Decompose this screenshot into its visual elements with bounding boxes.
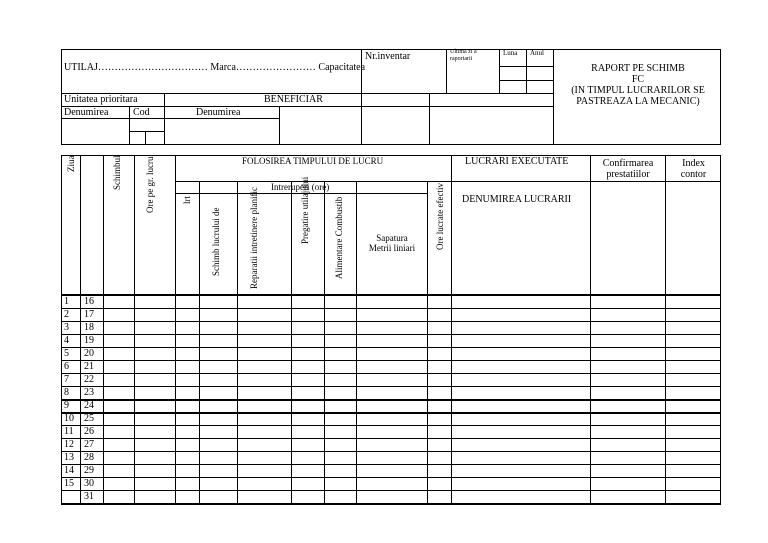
main-table-frame (61, 155, 721, 505)
nr-inventar-label: Nr.inventar (365, 51, 411, 62)
divider (499, 80, 553, 81)
confirmarea-line-2: prestatiilor (606, 169, 650, 180)
sapatura-header (357, 234, 427, 254)
divider (279, 106, 280, 145)
day-number: 24 (84, 400, 94, 411)
day-number: 21 (84, 361, 94, 372)
divider (446, 49, 447, 93)
col-line (324, 181, 325, 505)
row-line (61, 386, 721, 387)
day-number: 3 (64, 322, 69, 333)
day-number: 10 (64, 413, 74, 424)
lucrari-executate-header: LUCRARI EXECUTATE (465, 156, 569, 167)
row-line (61, 308, 721, 309)
row-line (61, 360, 721, 361)
title-line-1: RAPORT PE SCHIMB (591, 63, 685, 74)
day-number: 26 (84, 426, 94, 437)
schimbul-header: Schimbul (112, 155, 122, 190)
row-line (61, 477, 721, 478)
day-number: 16 (84, 296, 94, 307)
schimb-header: Schimb lucrului de (211, 207, 221, 276)
row-line (61, 451, 721, 452)
day-number: 8 (64, 387, 69, 398)
col-line (175, 155, 176, 505)
index-line-2: contor (680, 169, 707, 180)
unitatea-label: Unitatea prioritara (64, 94, 138, 105)
lrt-header: lrt (182, 196, 192, 204)
row-line (61, 503, 721, 504)
col-line (103, 155, 104, 505)
folosirea-header: FOLOSIREA TIMPULUI DE LUCRU (242, 156, 384, 166)
divider (129, 106, 130, 145)
day-number: 29 (84, 465, 94, 476)
confirmarea-header (591, 158, 665, 180)
row-line (61, 425, 721, 426)
day-number: 7 (64, 374, 69, 385)
col-line (134, 155, 135, 505)
col-line (451, 155, 452, 505)
divider (145, 131, 146, 145)
day-number: 18 (84, 322, 94, 333)
denumirea-lucrarii-header: DENUMIREA LUCRARII (462, 194, 572, 205)
day-number: 30 (84, 478, 94, 489)
row-line (61, 464, 721, 465)
header-bottom-line (61, 294, 721, 296)
day-number: 22 (84, 374, 94, 385)
index-contor-header (666, 158, 721, 180)
reparatii-header: Reparatii intretinere planific (249, 187, 259, 289)
row-line (61, 412, 721, 414)
title-line-2: FC (631, 74, 645, 85)
utilaj-line: UTILAJ…………………………… Marca…………………… Capacitatea (64, 62, 366, 73)
col-line (291, 181, 292, 505)
day-number: 28 (84, 452, 94, 463)
intreruperi-header: Intreruperi (ore) (271, 182, 330, 192)
row-line (61, 334, 721, 335)
title-line-3: (IN TIMPUL LUCRARILOR SE (571, 85, 705, 96)
col-line (199, 181, 200, 505)
row-line (61, 399, 721, 401)
day-number: 27 (84, 439, 94, 450)
col-line (237, 181, 238, 505)
ziua-header: Ziua (66, 155, 76, 172)
divider (429, 93, 430, 145)
report-title (556, 63, 720, 107)
luna-label: Luna (503, 49, 518, 57)
day-number: 12 (64, 439, 74, 450)
day-number: 9 (64, 400, 69, 411)
day-number: 23 (84, 387, 94, 398)
day-number: 11 (64, 426, 74, 437)
ultima-zi-label: Ultima zi a raportarii (450, 49, 477, 63)
header-line (451, 181, 721, 182)
day-number: 6 (64, 361, 69, 372)
day-number: 2 (64, 309, 69, 320)
divider (164, 93, 165, 145)
row-line (61, 373, 721, 374)
row-line (61, 490, 721, 491)
row-line (61, 438, 721, 439)
day-number: 31 (84, 491, 94, 502)
day-number: 17 (84, 309, 94, 320)
ore-lucru-header: Ore pe gr. lucru (145, 156, 155, 213)
divider (499, 66, 553, 67)
day-number: 14 (64, 465, 74, 476)
confirmarea-line-1: Confirmarea (602, 158, 654, 169)
col-line (356, 181, 357, 505)
col-line (590, 155, 591, 505)
divider (526, 49, 527, 93)
cod-label: Cod (133, 107, 150, 118)
col-line (665, 155, 666, 505)
day-number: 5 (64, 348, 69, 359)
pregatire-header: Pregatire utilajului (300, 176, 310, 244)
sapatura-line-2: Metrii liniari (368, 242, 416, 253)
ore-efective-header: Ore lucrate efectiv (435, 183, 445, 250)
divider (61, 118, 279, 119)
day-number: 25 (84, 413, 94, 424)
anul-label: Anul (530, 49, 544, 57)
divider (553, 49, 554, 145)
beneficiar-label: BENEFICIAR (264, 94, 323, 105)
day-number: 4 (64, 335, 69, 346)
day-number: 15 (64, 478, 74, 489)
col-line (427, 181, 428, 505)
denumirea-right-label: Denumirea (196, 107, 241, 118)
divider (129, 131, 164, 132)
denumirea-left-label: Denumirea (64, 107, 109, 118)
title-line-4: PASTREAZA LA MECANIC) (576, 96, 700, 107)
alimentare-header: Alimentare Combustib (334, 196, 344, 279)
index-line-1: Index (682, 158, 705, 169)
day-number: 19 (84, 335, 94, 346)
sapatura-line-1: Sapatura (376, 233, 408, 243)
col-line (80, 155, 81, 505)
day-number: 1 (64, 296, 69, 307)
divider (499, 49, 500, 93)
day-number: 13 (64, 452, 74, 463)
day-number: 20 (84, 348, 94, 359)
row-line (61, 321, 721, 322)
row-line (61, 347, 721, 348)
